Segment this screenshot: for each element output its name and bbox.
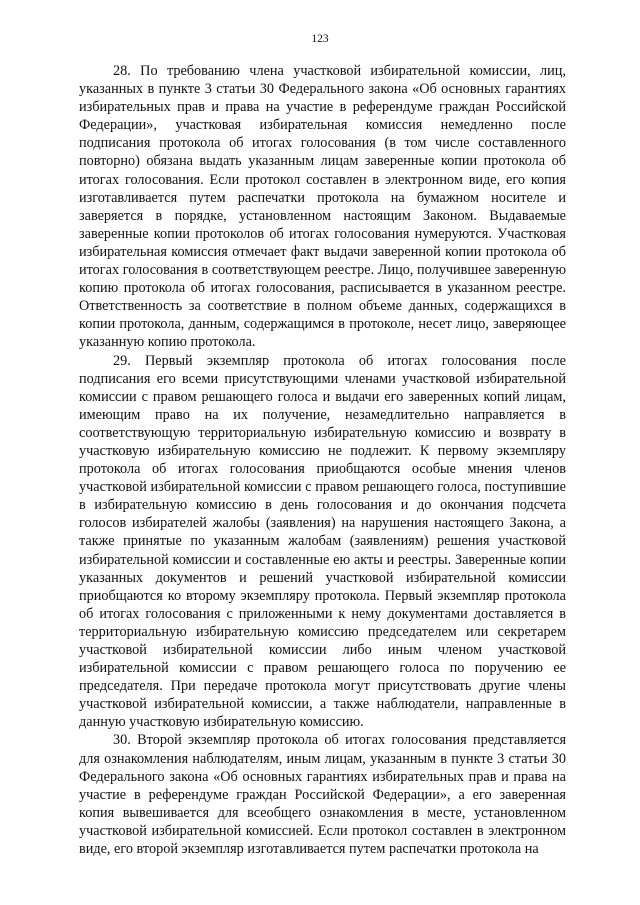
paragraph-28: 28. По требованию члена участковой избирательной комиссии, лиц, указанных в пункте 3 статьи 30 Федерального закона «Об основных гарантиях избирательных прав и права на участие в референдуме граждан Российской Федерации», участковая избирательная комиссия немедленно после подписания протокола об итогах голосования (в том числе составленного повторно) обязана выдать указанным лицам заверенные копии протокола об итогах голосования. Если протокол составлен в электронном виде, его копия изготавливается путем распечатки протокола на бумажном носителе и заверяется в порядке, установленном настоящим Законом. Выдаваемые заверенные копии протоколов об итогах голосования нумеруются. Участковая избирательная комиссия отмечает факт выдачи заверенной копии протокола об итогах голосования в соответствующем реестре. Лицо, получившее заверенную копию протокола об итогах голосования, расписывается в указанном реестре. Ответственность за соответствие в полном объеме данных, содержащихся в копии протокола, данным, содержащимся в протоколе, несет лицо, заверяющее указанную копию протокола. — [79, 63, 566, 351]
paragraph-29: 29. Первый экземпляр протокола об итогах голосования после подписания его всеми присутствующими членами участковой избирательной комиссии с правом решающего голоса и выдачи его заверенных копий лицам, имеющим право на их получение, незамедлительно направляется в соответствующую территориальную избирательную комиссию и возврату в участковую избирательную комиссию не подлежит. К первому экземпляру протокола об итогах голосования приобщаются особые мнения членов участковой избирательной комиссии с правом решающего голоса, поступившие в избирательную комиссию в день голосования и до окончания подсчета голосов избирателей жалобы (заявления) на нарушения настоящего Закона, а также принятые по указанным жалобам (заявлениям) решения участковой избирательной комиссии и составленные ею акты и реестры. Заверенные копии указанных документов и решений участковой избирательной комиссии приобщаются ко второму экземпляру протокола. Первый экземпляр протокола об итогах голосования с приложенными к нему документами доставляется в территориальную избирательную комиссию председателем или секретарем участковой избирательной комиссии либо иным членом участковой избирательной комиссии с правом решающего голоса по поручению ее председателя. При передаче протокола могут присутствовать другие члены участковой избирательной комиссии, а также наблюдатели, направленные в данную участковую избирательную комиссию. — [79, 352, 566, 731]
page-number: 123 — [311, 33, 329, 45]
paragraph-30: 30. Второй экземпляр протокола об итогах голосования представляется для ознакомления наблюдателям, иным лицам, указанным в пункте 3 статьи 30 Федерального закона «Об основных гарантиях избирательных прав и права на участие в референдуме граждан Российской Федерации», а его заверенная копия вывешивается для всеобщего ознакомления в месте, установленном участковой избирательной комиссией. Если протокол составлен в электронном виде, его второй экземпляр изготавливается путем распечатки протокола на — [79, 732, 566, 858]
document-body — [79, 62, 566, 858]
